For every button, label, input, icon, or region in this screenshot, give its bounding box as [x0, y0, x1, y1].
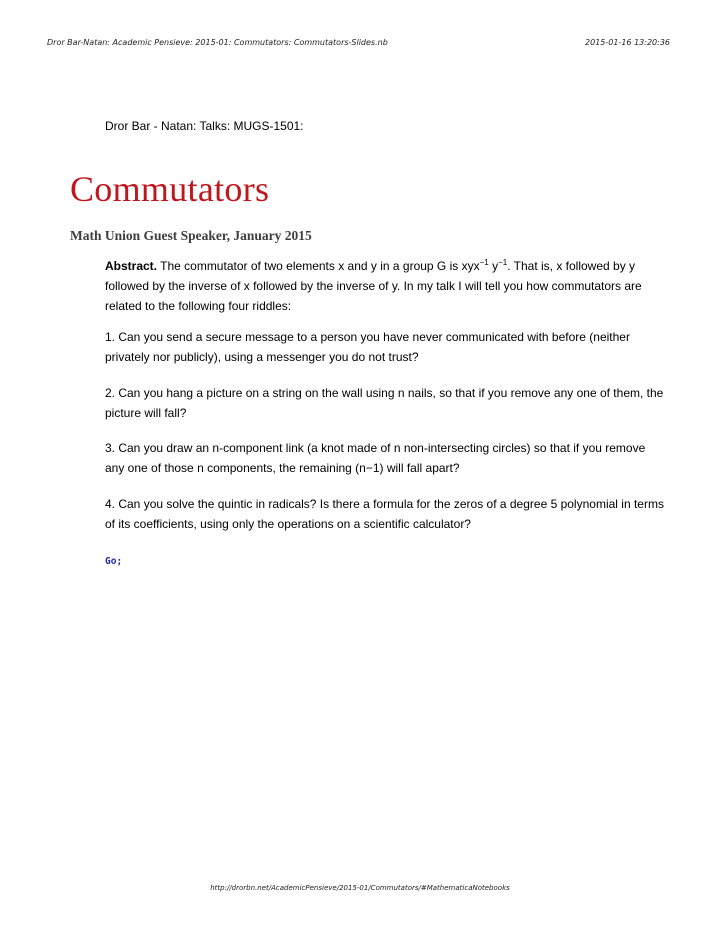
header-notebook-path: Dror Bar-Natan: Academic Pensieve: 2015-01: Commutators: Commutators-Slides.nb [47, 38, 388, 47]
abstract-paragraph [105, 256, 665, 316]
page-subtitle: Math Union Guest Speaker, January 2015 [70, 228, 312, 243]
riddle-1: 1. Can you send a secure message to a person you have never communicated with before (neither privately nor publicly), using a messenger you do not trust? [105, 330, 630, 364]
header-timestamp: 2015-01-16 13:20:36 [585, 38, 670, 47]
abstract-label: Abstract. [105, 259, 158, 273]
footer-url: http://drorbn.net/AcademicPensieve/2015-01/Commutators/#MathematicaNotebooks [210, 884, 510, 892]
page-title: Commutators [70, 169, 270, 209]
abstract-text-c: . That is, x followed by y followed by the inverse of x followed by the inverse of y. In my talk I will tell you how commutators are related to the following four riddles: [105, 259, 642, 313]
riddle-2: 2. Can you hang a picture on a string on the wall using n nails, so that if you remove any one of them, the picture will fall? [105, 386, 664, 420]
abstract-superscript-1: −1 [479, 258, 489, 267]
talks-line: Dror Bar - Natan: Talks: MUGS-1501: [105, 119, 304, 133]
riddle-4: 4. Can you solve the quintic in radicals? Is there a formula for the zeros of a degree 5 polynomial in terms of its coefficients, using only the operations on a scientific calculator? [105, 497, 664, 531]
code-input-cell[interactable]: Go; [105, 556, 123, 567]
riddle-3: 3. Can you draw an n-component link (a knot made of n non-intersecting circles) so that if you remove any one of those n components, the remaining (n−1) will fall apart? [105, 441, 646, 475]
abstract-text-a: The commutator of two elements x and y in a group G is xyx [157, 259, 480, 273]
abstract-text-b: y [488, 259, 499, 273]
abstract-superscript-2: −1 [498, 258, 508, 267]
